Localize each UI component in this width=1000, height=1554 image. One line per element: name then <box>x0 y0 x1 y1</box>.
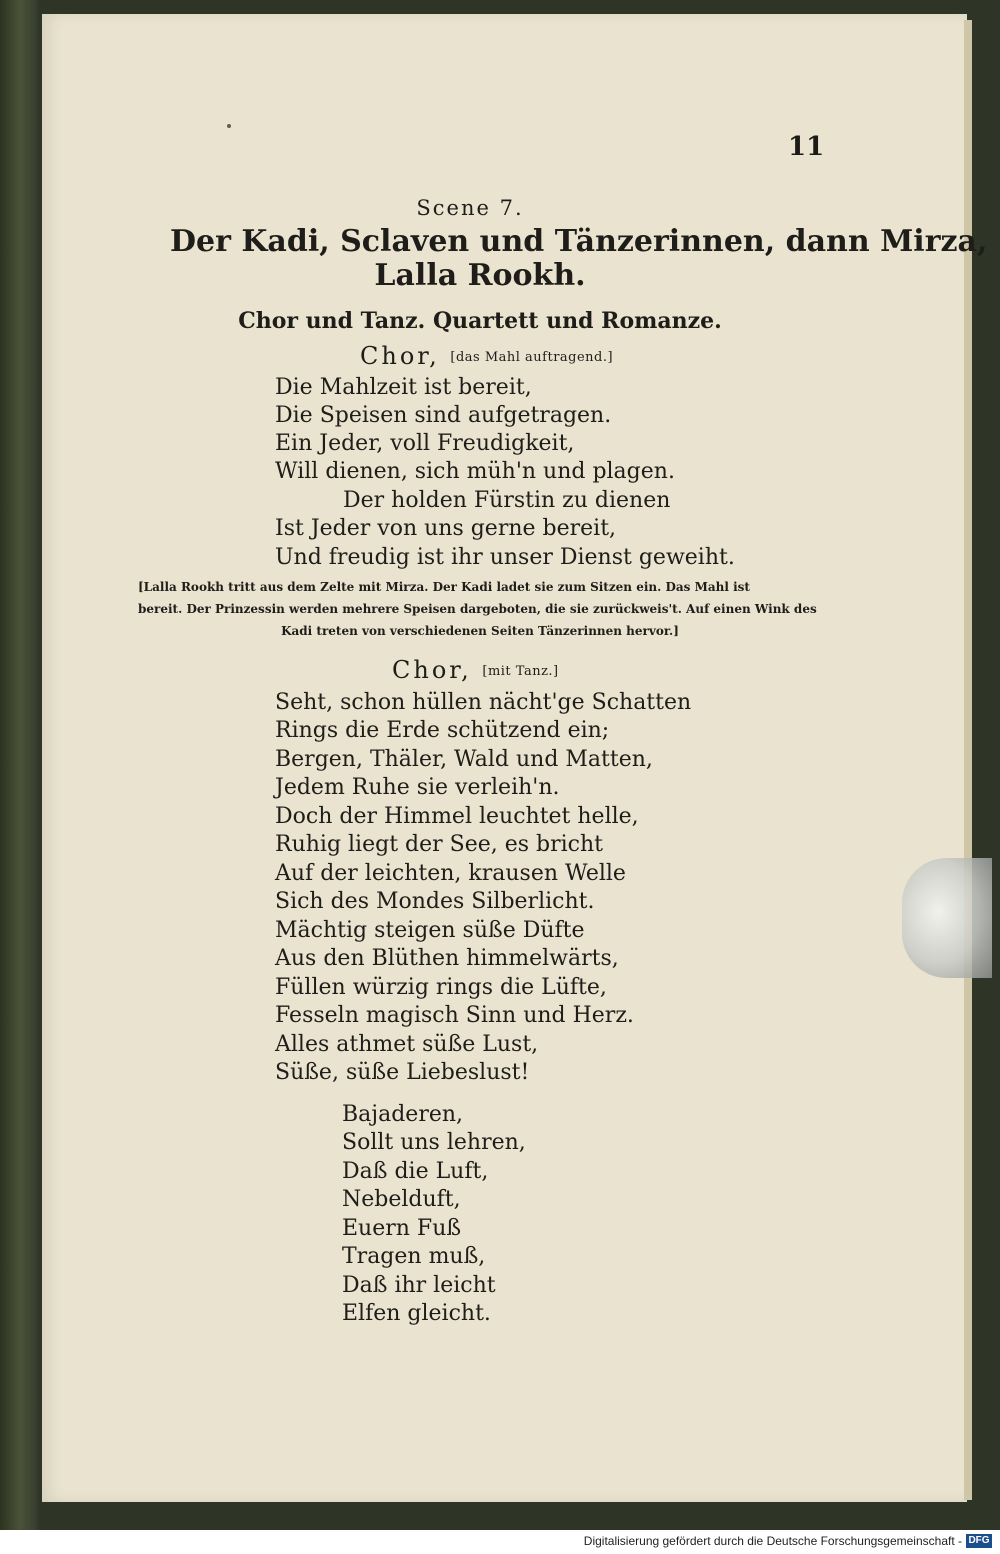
verse-line-indented: Sollt uns lehren, <box>342 1130 526 1155</box>
ink-speck <box>227 124 231 128</box>
verse-line-indented: Daß die Luft, <box>342 1159 489 1184</box>
verse-line-indented: Bajaderen, <box>342 1102 464 1127</box>
verse-line: Süße, süße Liebeslust! <box>275 1060 530 1085</box>
verse-line: Auf der leichten, krausen Welle <box>275 861 626 886</box>
verse-line: Die Mahlzeit ist bereit, <box>275 375 532 400</box>
stage-direction-inline: [mit Tanz.] <box>482 664 559 679</box>
scene-heading: Scene 7. <box>416 196 524 220</box>
page-clip <box>902 858 992 978</box>
verse-line: Alles athmet süße Lust, <box>275 1032 539 1057</box>
verse-line: Ruhig liegt der See, es bricht <box>275 832 604 857</box>
title-line-1: Der Kadi, Sclaven und Tänzerinnen, dann Mirza, <box>170 224 988 259</box>
speaker-name: Chor, <box>360 342 440 370</box>
verse-line: Und freudig ist ihr unser Dienst geweiht. <box>275 545 735 570</box>
verse-line: Will dienen, sich müh'n und plagen. <box>275 459 675 484</box>
verse-line: Seht, schon hüllen nächt'ge Schatten <box>275 690 692 715</box>
stage-direction-inline: [das Mahl auftragend.] <box>450 350 614 365</box>
speaker-name: Chor, <box>392 656 472 684</box>
stage-direction-line: [Lalla Rookh tritt aus dem Zelte mit Mirza. Der Kadi ladet sie zum Sitzen ein. Das Mahl ist <box>138 580 750 594</box>
footer-credit: Digitalisierung gefördert durch die Deutsche Forschungsgemeinschaft - <box>583 1534 962 1548</box>
verse-line: Doch der Himmel leuchtet helle, <box>275 804 639 829</box>
verse-line: Ist Jeder von uns gerne bereit, <box>275 516 617 541</box>
dfg-logo: DFG <box>966 1534 992 1548</box>
verse-line: Füllen würzig rings die Lüfte, <box>275 975 607 1000</box>
verse-line: Sich des Mondes Silberlicht. <box>275 889 595 914</box>
title-line-2: Lalla Rookh. <box>374 258 586 293</box>
verse-line: Mächtig steigen süße Düfte <box>275 918 585 943</box>
stage-direction-line: bereit. Der Prinzessin werden mehrere Speisen dargeboten, die sie zurückweis't. Auf einen Wink des <box>138 602 817 616</box>
stage-direction-line: Kadi treten von verschiedenen Seiten Tänzerinnen hervor.] <box>281 624 679 638</box>
verse-line: Fesseln magisch Sinn und Herz. <box>275 1003 634 1028</box>
verse-line-indented: Elfen gleicht. <box>342 1301 491 1326</box>
verse-line-indented: Euern Fuß <box>342 1216 462 1241</box>
verse-line: Bergen, Thäler, Wald und Matten, <box>275 747 653 772</box>
verse-line: Jedem Ruhe sie verleih'n. <box>275 775 560 800</box>
verse-line-indented: Nebelduft, <box>342 1187 461 1212</box>
verse-line: Rings die Erde schützend ein; <box>275 718 610 743</box>
speaker-chorus-1 <box>360 342 613 370</box>
verse-line: Ein Jeder, voll Freudigkeit, <box>275 431 575 456</box>
verse-line: Die Speisen sind aufgetragen. <box>275 403 612 428</box>
verse-line: Der holden Fürstin zu dienen <box>343 488 671 513</box>
subtitle: Chor und Tanz. Quartett und Romanze. <box>238 308 722 334</box>
page-number: 11 <box>788 132 825 162</box>
verse-line-indented: Tragen muß, <box>342 1244 486 1269</box>
verse-line: Aus den Blüthen himmelwärts, <box>275 946 619 971</box>
verse-line-indented: Daß ihr leicht <box>342 1273 496 1298</box>
speaker-chorus-2 <box>392 656 559 684</box>
